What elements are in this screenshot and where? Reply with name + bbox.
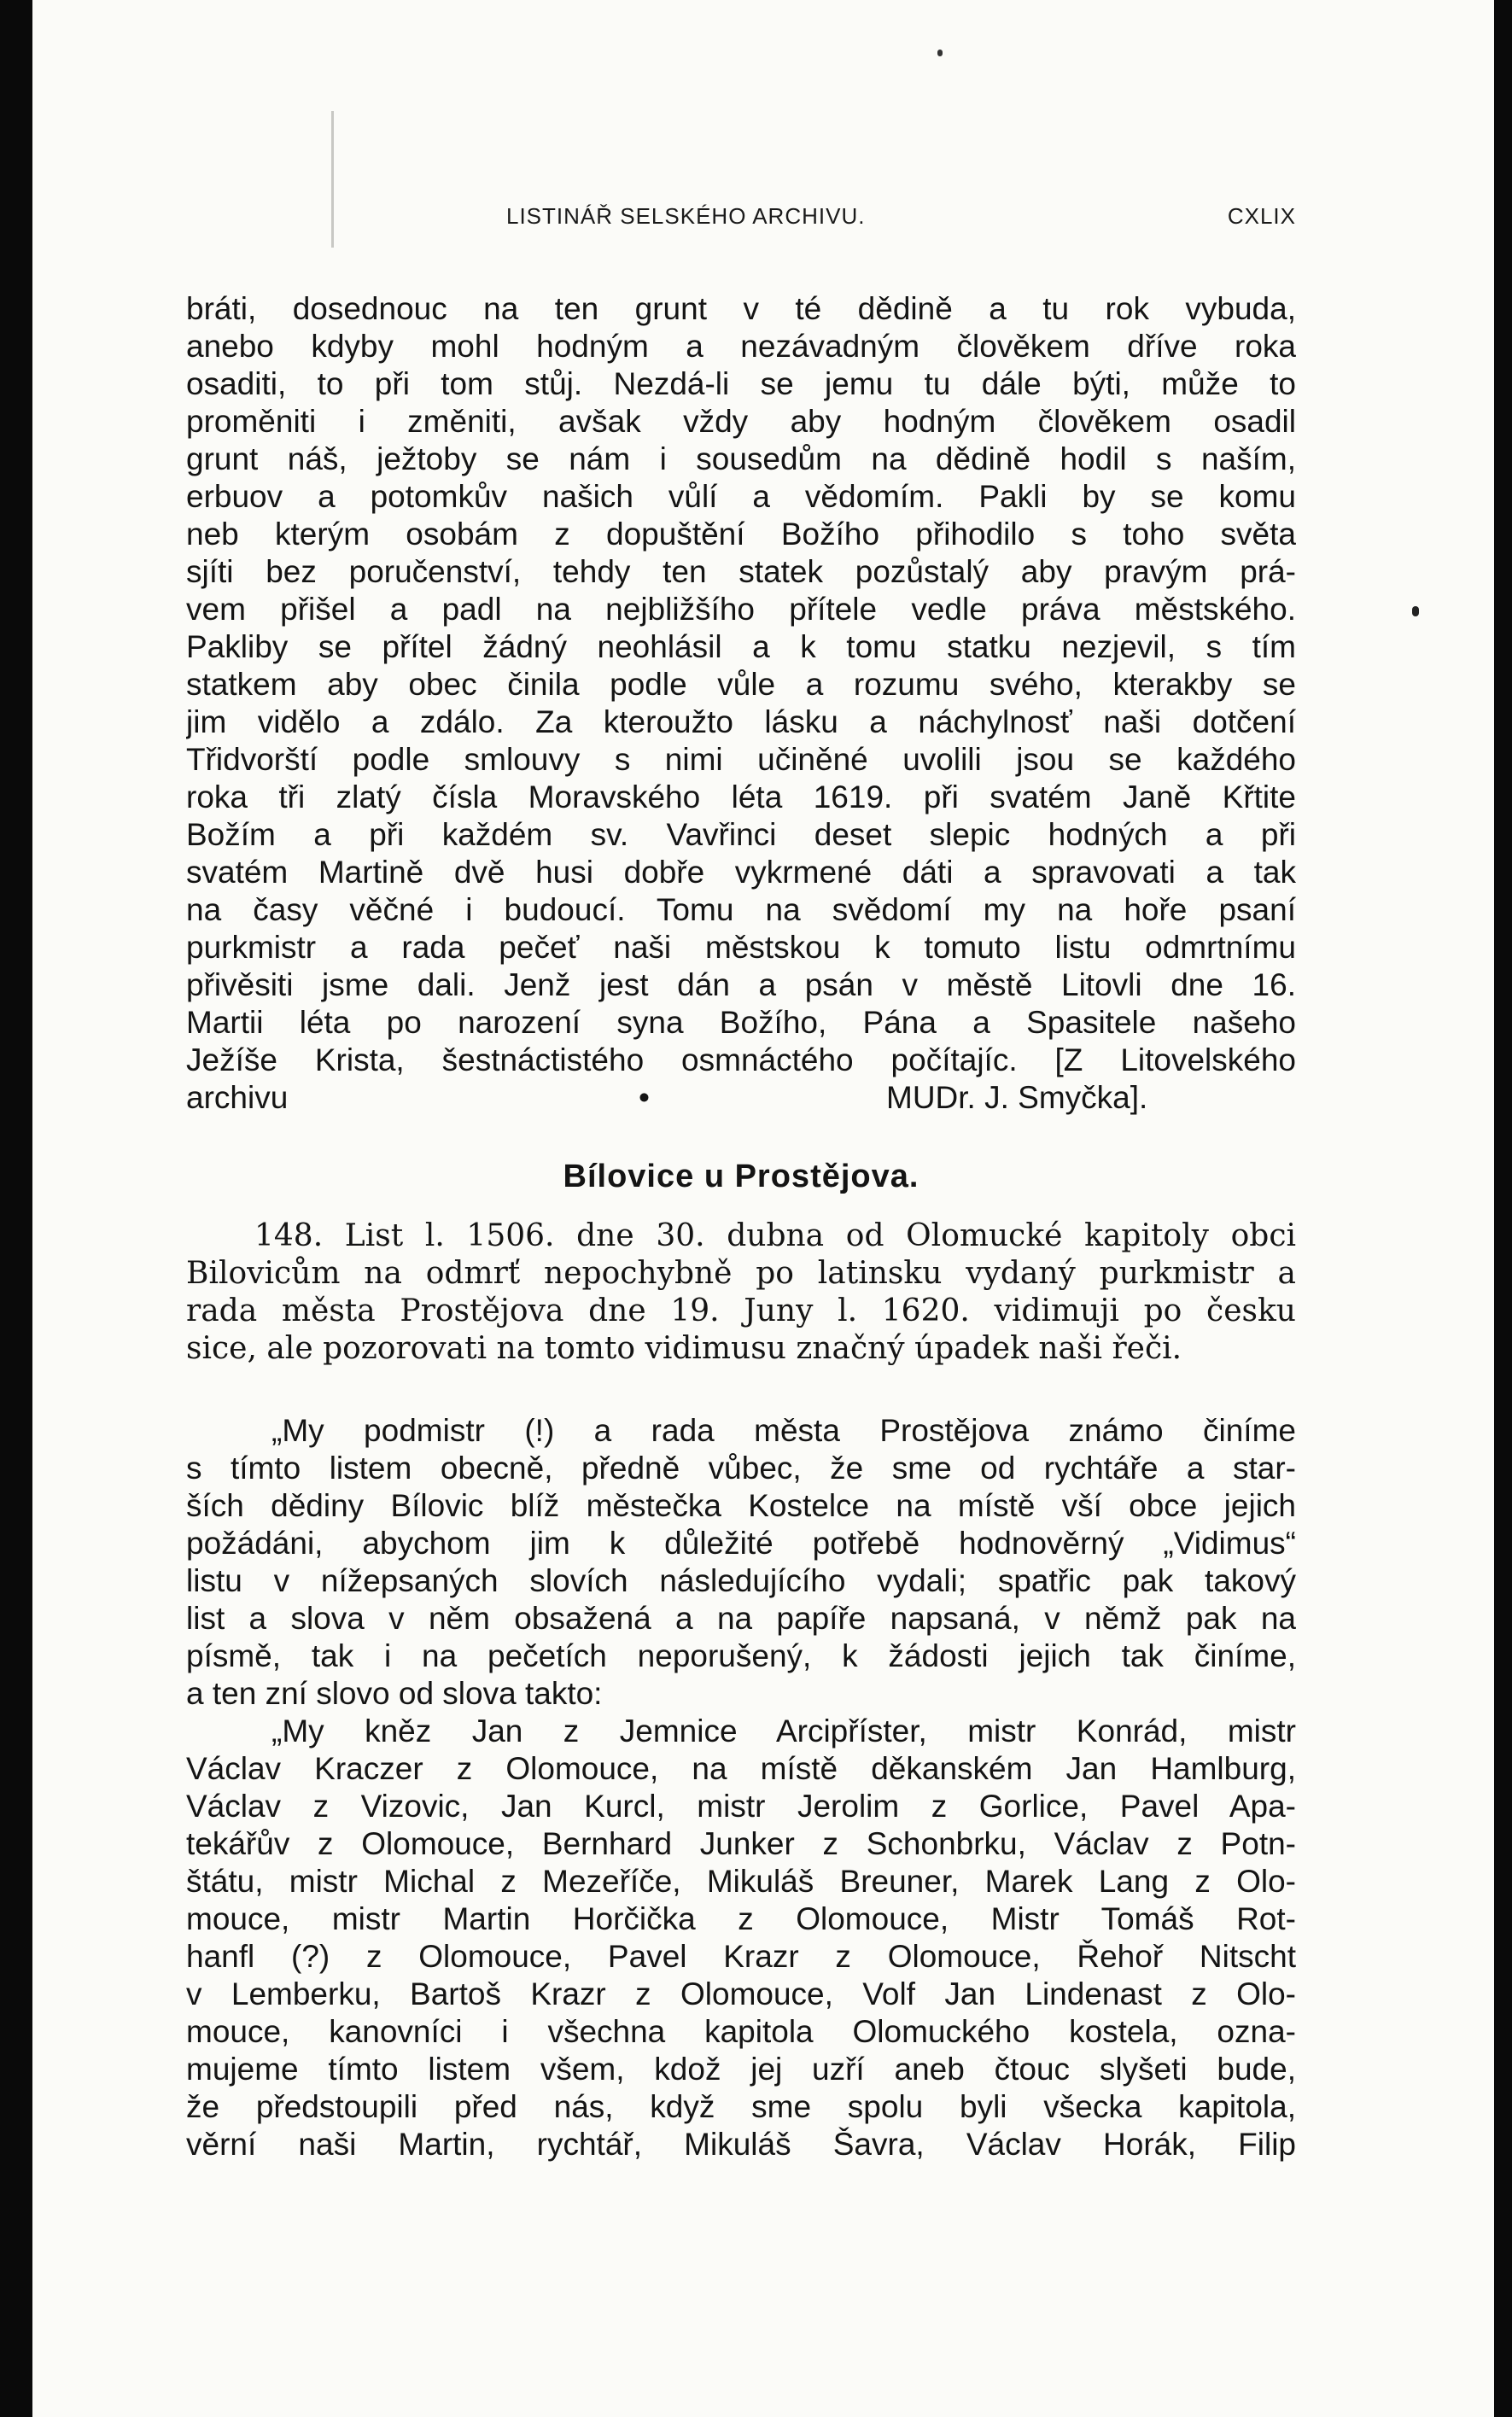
text-line: anebo kdyby mohl hodným a nezávadným člověkem dříve roka (186, 329, 1296, 364)
text-line: rada města Prostějova dne 19. Juny l. 1620. vidimuji po česku (186, 1293, 1296, 1328)
signature-line (186, 1079, 1296, 1117)
text-line: proměniti i změniti, avšak vždy aby hodným člověkem osadil (186, 404, 1296, 439)
text-line: štátu, mistr Michal z Mezeříče, Mikuláš Breuner, Marek Lang z Olo- (186, 1864, 1296, 1899)
text-line: sjíti bez poručenství, tehdy ten statek pozůstalý aby pravým prá- (186, 554, 1296, 589)
text-line: purkmistr a rada pečeť naši městskou k tomuto listu odmrtnímu (186, 930, 1296, 965)
running-header (32, 203, 1494, 237)
text-line: grunt náš, ježtoby se nám i sousedům na dědině hodil s naším, (186, 441, 1296, 476)
text-line: bráti, dosednouc na ten grunt v té dědině a tu rok vybuda, (186, 291, 1296, 326)
text-line: Třidvorští podle smlouvy s nimi učiněné uvolili jsou se každého (186, 742, 1296, 777)
text-line: Václav z Vizovic, Jan Kurcl, mistr Jerolim z Gorlice, Pavel Apa- (186, 1789, 1296, 1824)
text-line: na časy věčné i budoucí. Tomu na svědomí my na hoře psaní (186, 892, 1296, 927)
text-line: že předstoupili před nás, když sme spolu byli všecka kapitola, (186, 2089, 1296, 2124)
text-line: Božím a při každém sv. Vavřinci deset slepic hodných a při (186, 817, 1296, 852)
page (32, 0, 1494, 2417)
text-line: Václav Kraczer z Olomouce, na místě děkanském Jan Hamlburg, (186, 1751, 1296, 1786)
ink-speck (937, 50, 943, 56)
text-line: tekářův z Olomouce, Bernhard Junker z Schonbrku, Václav z Potn- (186, 1826, 1296, 1861)
text-line: Pakliby se přítel žádný neohlásil a k tomu statku nezjevil, s tím (186, 629, 1296, 664)
text-line: Martii léta po narození syna Božího, Pána a Spasitele našeho (186, 1005, 1296, 1040)
text-line: mouce, mistr Martin Horčička z Olomouce, Mistr Tomáš Rot- (186, 1901, 1296, 1936)
page-body (186, 290, 1296, 2163)
header-title: LISTINÁŘ SELSKÉHO ARCHIVU. (506, 203, 866, 229)
regest-fraktur (186, 1217, 1296, 1368)
text-line: ších dědiny Bílovic blíž městečka Kostelce na místě vší obce jejich (186, 1488, 1296, 1523)
text-line: 148. List l. 1506. dne 30. dubna od Olomucké kapitoly obci (254, 1218, 1296, 1253)
section-heading: Bílovice u Prostějova. (563, 1159, 919, 1194)
page-number: CXLIX (1227, 203, 1296, 229)
text-line: a ten zní slovo od slova takto: (186, 1676, 603, 1711)
signature-left: archivu (186, 1080, 289, 1115)
text-line: neb kterým osobám z dopuštění Božího přihodilo s toho světa (186, 517, 1296, 552)
text-line: jim vidělo a zdálo. Za kteroužto lásku a náchylnosť naši dotčení (186, 704, 1296, 739)
text-line: „My podmistr (!) a rada města Prostějova známo činíme (271, 1413, 1296, 1448)
signature-dot: • (639, 1080, 650, 1115)
signature-right: MUDr. J. Smyčka]. (886, 1080, 1148, 1115)
text-line: vem přišel a padl na nejbližšího přítele vedle práva městského. (186, 592, 1296, 627)
text-line: Bilovicům na odmrť nepochybně po latinsku vydaný purkmistr a (186, 1256, 1296, 1291)
text-line: statkem aby obec činila podle vůle a rozumu svého, kterakby se (186, 667, 1296, 702)
text-line: svatém Martině dvě husi dobře vykrmené dáti a spravovati a tak (186, 855, 1296, 890)
margin-mark (1412, 606, 1419, 616)
spacer (186, 1368, 1296, 1412)
text-line: listu v nížepsaných slovích následujícího vydali; spatřic pak takový (186, 1563, 1296, 1598)
text-line: „My kněz Jan z Jemnice Arcipříster, mistr Konrád, mistr (271, 1714, 1296, 1749)
text-line: mouce, kanovníci i všechna kapitola Olomuckého kostela, ozna- (186, 2014, 1296, 2049)
text-line: Ježíše Krista, šestnáctistého osmnáctého počítajíc. [Z Litovelského (186, 1042, 1296, 1077)
text-line: s tímto listem obecně, předně vůbec, že sme od rychtáře a star- (186, 1451, 1296, 1486)
text-line: požádáni, abychom jim k důležité potřebě hodnověrný „Vidimus“ (186, 1526, 1296, 1561)
text-line: hanfl (?) z Olomouce, Pavel Krazr z Olomouce, Řehoř Nitscht (186, 1939, 1296, 1974)
text-line: věrní naši Martin, rychtář, Mikuláš Šavra, Václav Horák, Filip (186, 2127, 1296, 2162)
text-line: mujeme tímto listem všem, kdož jej uzří aneb čtouc slyšeti bude, (186, 2052, 1296, 2087)
text-line: v Lemberku, Bartoš Krazr z Olomouce, Volf Jan Lindenast z Olo- (186, 1976, 1296, 2011)
text-line: erbuov a potomkův našich vůlí a vědomím. Pakli by se komu (186, 479, 1296, 514)
text-line: list a slova v něm obsažená a na papíře napsaná, v němž pak na (186, 1601, 1296, 1636)
paragraph-vidimus (186, 1412, 1296, 1713)
text-line: roka tři zlatý čísla Moravského léta 1619. při svatém Janě Křtite (186, 779, 1296, 814)
text-line: písmě, tak i na pečetích neporušený, k žádosti jejich tak činíme, (186, 1638, 1296, 1673)
text-line: osaditi, to při tom stůj. Nezdá-li se jemu tu dále býti, může to (186, 366, 1296, 401)
text-line: přivěsiti jsme dali. Jenž jest dán a psán v městě Litovli dne 16. (186, 967, 1296, 1002)
paragraph-continuation (186, 290, 1296, 1079)
text-line: sice, ale pozorovati na tomto vidimusu značný úpadek naši řeči. (186, 1331, 1182, 1366)
paragraph-charter (186, 1713, 1296, 2163)
